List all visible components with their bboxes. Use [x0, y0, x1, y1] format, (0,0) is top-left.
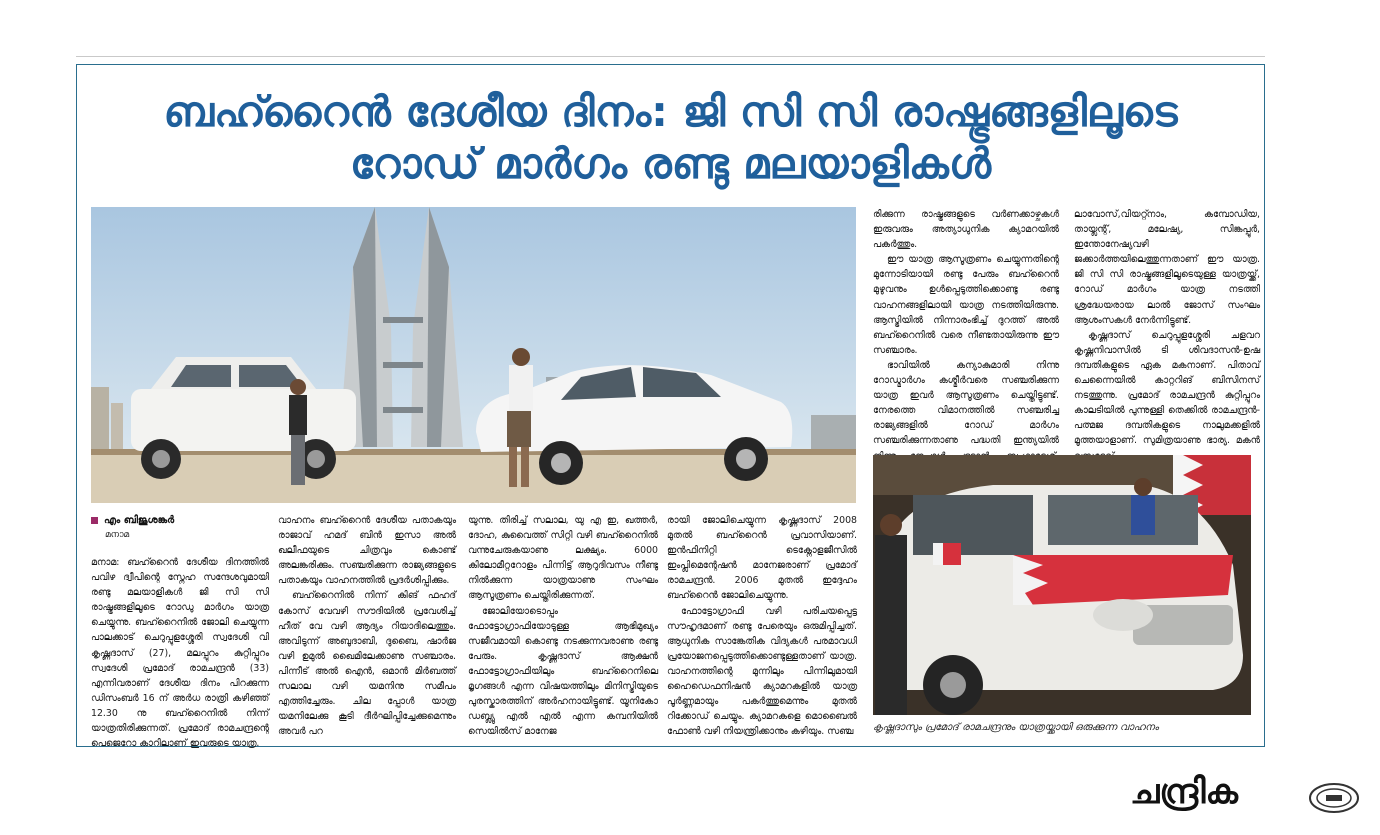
headline-line-1: ബഹ്റൈൻ ദേശീയ ദിനം: ജി സി സി രാഷ്ട്രങ്ങളിലൂടെ [163, 87, 1178, 136]
paragraph: യുന്നു. തിരിച്ച് സലാല, യു എ ഇ, ഖത്തർ, ദോഹ, കുവൈത്ത് സിറ്റി വഴി ബഹ്റൈനിൽ വന്നുചേരുകയാണു ലക്ഷ്യം. 6000 കിലോമീറ്ററോളം പിന്നിട്ട് ആറുദിവസം നീണ്ടു നിൽക്കുന്ന യാത്രയാണു സംഘം ആസൂത്രണം ചെയ്തിരിക്കുന്നത്. [468, 515, 658, 602]
paragraph: രായി ജോലിചെയ്യുന്ന കൃഷ്ണദാസ് 2008 മുതൽ ബഹ്റൈൻ പ്രവാസിയാണ്. ഇൻഫിനിറ്റി ടെക്നോളജീസിൽ ഇംപ്ലിമെന്റേഷൻ മാനേജരാണ് പ്രമോദ് രാമചന്ദ്രൻ. 2006 മുതൽ ഇദ്ദേഹം ബഹ്റൈൻ ജോലിചെയ്യുന്നു. [667, 515, 857, 602]
dateline-place: മനാമ [105, 530, 130, 540]
photo-caption: കൃഷ്ണദാസും പ്രമോദ് രാമചന്ദ്രനും യാത്രയ്ക്കായി ഒരുക്കുന്ന വാഹനം [873, 722, 1159, 733]
article-column-1 [91, 555, 269, 751]
paragraph: ജോലിയോടൊപ്പം ഫോട്ടോഗ്രാഫിയോടുള്ള ആഭിമുഖ്യം സജീവമായി കൊണ്ടു നടക്കുന്നവരാണു രണ്ടു പേരും. കൃഷ്ണദാസ് ആക്ഷൻ ഫോട്ടോഗ്രാഫിയിലും ബഹ്റൈനിലെ മൃഗങ്ങൾ എന്ന വിഷയത്തിലും മിനിസ്ട്രിയുടെ പുരസ്കാരത്തിന് അർഹനായിട്ടുണ്ട്. യൂനികോ ഡബ്ല്യു എൽ എൽ എന്ന കമ്പനിയിൽ സെയിൽസ് മാനേജ [468, 605, 658, 738]
article-column-4 [667, 513, 857, 739]
top-rule [76, 56, 1265, 57]
headline-line-2: റോഡ് മാർഗം രണ്ടു മലയാളികൾ [350, 139, 991, 188]
article-column-3 [468, 513, 658, 739]
article-column-5 [873, 207, 1059, 479]
paragraph: മനാമ: ബഹ്റൈൻ ദേശീയ ദിനത്തിൽ പവിഴ ദ്വീപിന്റെ സ്നേഹ സന്ദേശവുമായി രണ്ടു മലയാളികൾ ജി സി സി രാഷ്ട്രങ്ങളിലൂടെ റോഡു മാർഗം യാത്ര ചെയ്യുന്നു. ബഹ്റൈനിൽ ജോലി ചെയ്യുന്ന പാലക്കാട് ചെറുപ്പുളശ്ശേരി സ്വദേശി വി കൃഷ്ണദാസ് (27), മലപ്പുറം കുറ്റിപ്പുറം സ്വദേശി പ്രമോദ് രാമചന്ദ്രൻ (33) എന്നിവരാണ് ദേശീയ ദിനം പിറക്കുന്ന ഡിസംബർ 16 ന് അർധ രാത്രി കഴിഞ്ഞ് 12.30 നു ബഹ്റൈനിൽ നിന്ന് യാത്രതിരിക്കുന്നത്. പ്രമോദ് രാമചന്ദ്രന്റെ പെജെറോ കാറിലാണ് ഇവരുടെ യാത്ര. [91, 557, 269, 750]
byline-marker [91, 517, 98, 524]
paragraph: ഫോട്ടോഗ്രാഫി വഴി പരിചയപ്പെട്ട സൗഹൃദമാണ് രണ്ടു പേരെയും ഒരുമിപ്പിച്ചത്. ആധുനിക സാങ്കേതിക വിദ്യകൾ പരമാവധി പ്രയോജനപ്പെടുത്തിക്കൊണ്ടുള്ളതാണ് യാത്ര. വാഹനത്തിന്റെ മുന്നിലും പിന്നിലുമായി ഹൈഡെഫനിഷൻ ക്യാമറകളിൽ യാത്ര പൂർണ്ണമായും പകർത്തുമെന്നും മുതൽ റിക്കോഡ് ചെയ്യും. ക്യാമറകളെ മൊബൈൽ ഫോൺ വഴി നിയന്ത്രിക്കാനും കഴിയും. സഞ്ച [667, 605, 857, 738]
article-column-6 [1074, 207, 1260, 464]
paragraph: ലാവോസ്,വിയറ്റ്നാം, കമ്പോഡിയ, തായ്ലന്റ്, മലേഷ്യ, സിങ്കപ്പൂർ, ഇന്തോനേഷ്യവഴി ജക്കാർത്തയിലെത്തുന്നതാണ് ഈ യാത്ര. ജി സി സി രാഷ്ട്രങ്ങളിലൂടെയുള്ള യാത്രയ്ക്ക്, റോഡ് മാർഗം യാത്ര നടത്തി ശ്രദ്ധേയരായ ലാൽ ജോസ് സംഘം ആശംസകൾ നേർന്നിട്ടുണ്ട്. [1074, 209, 1260, 326]
author-name: എം ബിജുശങ്കർ [104, 515, 175, 526]
main-photo [91, 207, 856, 503]
article-column-2 [278, 513, 456, 739]
paragraph: ഭാവിയിൽ കന്യാകുമാരി നിന്നു റോഡ്മാർഗം കശ്മീർവരെ സഞ്ചരിക്കുന്ന യാത്ര ഇവർ ആസൂത്രണം ചെയ്തിട്ടുണ്ട്. നേരത്തെ വിമാനത്തിൽ സഞ്ചരിച്ച രാജ്യങ്ങളിൽ റോഡ് മാർഗം സഞ്ചരിക്കുന്നതാണു പദ്ധതി ഇന്ത്യയിൽ [873, 359, 1059, 447]
byline-author [91, 515, 174, 526]
newspaper-logo: ചന്ദ്രിക [1130, 772, 1238, 812]
paragraph: വാഹനം ബഹ്റൈൻ ദേശീയ പതാകയും രാജാവ് ഹമദ് ബിൻ ഇസാ അൽ ഖലീഫയുടെ ചിത്രവും കൊണ്ട് അലങ്കരിക്കും. സഞ്ചരിക്കുന്ന രാജ്യങ്ങളുടെ പതാകയും വാഹനത്തിൽ പ്രദർശിപ്പിക്കും. [278, 515, 456, 587]
vehicle-photo [873, 455, 1251, 715]
emblem-seal-icon [1308, 782, 1360, 814]
paragraph: ബഹ്റൈനിൽ നിന്ന് കിങ് ഫഹദ് കോസ് വേവഴി സൗദിയിൽ പ്രവേശിച്ച് ഹീത് വേ വഴി ആദ്യം റിയാദിലെത്തും. അവിടുന്ന് അബുദാബി, ദുബൈ, ഷാർജ വഴി ഉമുൽ ഖൈമിലേക്കാണു സഞ്ചാരം. പിന്നീട് അൽ ഐൻ, ഒമാൻ മിർബത്ത് സലാല വഴി യമനിനു സമീപം എത്തിച്ചേരും. ചില പ്പോൾ യാത്ര യമനിലേക്കു കൂടി ദീർഘിപ്പിച്ചേക്കുമെന്നും അവർ പറ [278, 590, 456, 738]
paragraph: കൃഷ്ണദാസ് ചെറുപ്പുളശ്ശേരി ചളവറ കൃഷ്ണനിവാസിൽ ടി ശിവദാസൻ-ഉഷ ദമ്പതികളുടെ ഏക മകനാണ്. പിതാവ് ചെന്നൈയിൽ കാറ്ററിങ് ബിസിനസ് നടത്തുന്നു. പ്രമോദ് രാമചന്ദ്രൻ കുറ്റിപ്പുറം കാലടിയിൽ പുന്നുള്ളി തെക്കിൽ രാമചന്ദ്രൻ-പത്മജ ദമ്പതികളുടെ നാലുമക്കളിൽ മൂത്തയാളാണ്. സുമിത്രയാണു ഭാര്യ. മകൻ [1074, 329, 1260, 447]
paragraph: രിക്കുന്ന രാഷ്ട്രങ്ങളുടെ വർണക്കാഴ്ചകൾ ഇരുവരും അത്യാധുനിക ക്യാമറയിൽ പകർത്തും. [873, 209, 1059, 251]
paragraph: ഈ യാത്ര ആസൂത്രണം ചെയ്യുന്നതിന്റെ മുന്നോടിയായി രണ്ടു പേരും ബഹ്റൈൻ മുഴുവനും ഉൾപ്പെടുത്തിക്കൊണ്ടു രണ്ടു വാഹനങ്ങളിലായി യാത്ര നടത്തിയിരുന്നു. ആസ്ട്രിയിൽ നിന്നാരംഭിച്ച് ദുറത്ത് അൽ ബഹ്റൈനിൽ വരെ നീണ്ടതായിരുന്നു ഈ സഞ്ചാരം. [873, 254, 1059, 356]
